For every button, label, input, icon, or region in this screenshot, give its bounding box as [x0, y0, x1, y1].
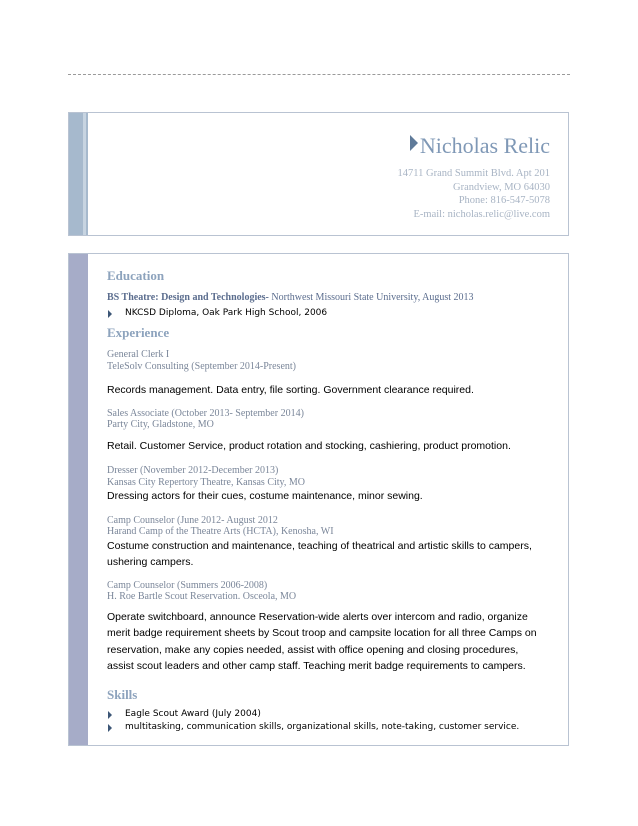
job-entry — [107, 580, 547, 675]
experience-heading: Experience — [107, 325, 170, 340]
resume-content — [107, 268, 547, 732]
name-text: Nicholas Relic — [419, 133, 550, 158]
skills-heading: Skills — [107, 686, 138, 702]
job-entry — [107, 515, 547, 571]
address-line-1: 14711 Grand Summit Blvd. Apt 201 — [397, 168, 550, 179]
email: E-mail: nicholas.relic@live.com — [413, 208, 550, 220]
job-employer: Party City, Gladstone, MO — [107, 419, 214, 430]
job-entry — [107, 465, 547, 505]
job-title: Sales Associate (October 2013- September 2014) — [107, 407, 304, 419]
dashed-divider — [68, 74, 570, 75]
education-bullet: NKCSD Diploma, Oak Park High School, 2006 — [107, 308, 547, 318]
job-employer: TeleSolv Consulting (September 2014-Present) — [107, 360, 296, 372]
body-accent-bar — [69, 254, 88, 745]
header-accent-bar — [69, 113, 88, 235]
job-entry — [107, 349, 547, 399]
skill-item: multitasking, communication skills, organizational skills, note-taking, customer service. — [107, 722, 547, 732]
degree-date: , August 2013 — [417, 292, 474, 303]
job-description: Records management. Data entry, file sorting. Government clearance required. — [107, 384, 474, 396]
job-title: Camp Counselor (June 2012- August 2012 — [107, 514, 278, 526]
triangle-icon — [410, 135, 418, 151]
resume-body — [68, 253, 569, 746]
job-description: Operate switchboard, announce Reservation-wide alerts over intercom and radio, organize merit badge requirement sheets by Scout troop and campsite location for all three Camps on reservation, make any copies needed, assist with office opening and closing procedures, assist scout leaders and other camp staff. Teaching merit badge requirements to campers. — [107, 610, 537, 672]
job-employer: Kansas City Repertory Theatre, Kansas City, MO — [107, 476, 306, 488]
address-line-2: Grandview, MO 64030 — [452, 181, 550, 193]
job-description: Retail. Customer Service, product rotation and stocking, cashiering, product promotion. — [107, 439, 511, 452]
job-title: Camp Counselor (Summers 2006-2008) — [107, 579, 268, 591]
job-title: General Clerk I — [107, 349, 170, 360]
job-title: Dresser (November 2012-December 2013) — [107, 465, 279, 476]
phone: Phone: 816-547-5078 — [458, 195, 550, 206]
job-employer: H. Roe Bartle Scout Reservation. Osceola, MO — [107, 591, 297, 602]
degree-title: BS Theatre: Design and Technologies- — [107, 292, 269, 303]
degree-line — [107, 292, 547, 303]
skill-item: Eagle Scout Award (July 2004) — [107, 709, 547, 719]
job-entry — [107, 408, 547, 455]
header-box — [68, 112, 569, 236]
job-description: Costume construction and maintenance, teaching of theatrical and artistic skills to campers, ushering campers. — [107, 539, 532, 568]
name-title — [410, 133, 550, 159]
job-description: Dressing actors for their cues, costume maintenance, minor sewing. — [107, 490, 423, 502]
school-name: Northwest Missouri State University — [268, 292, 418, 303]
education-heading: Education — [107, 268, 165, 283]
contact-info — [398, 167, 550, 221]
job-employer: Harand Camp of the Theatre Arts (HCTA), Kenosha, WI — [107, 526, 334, 537]
